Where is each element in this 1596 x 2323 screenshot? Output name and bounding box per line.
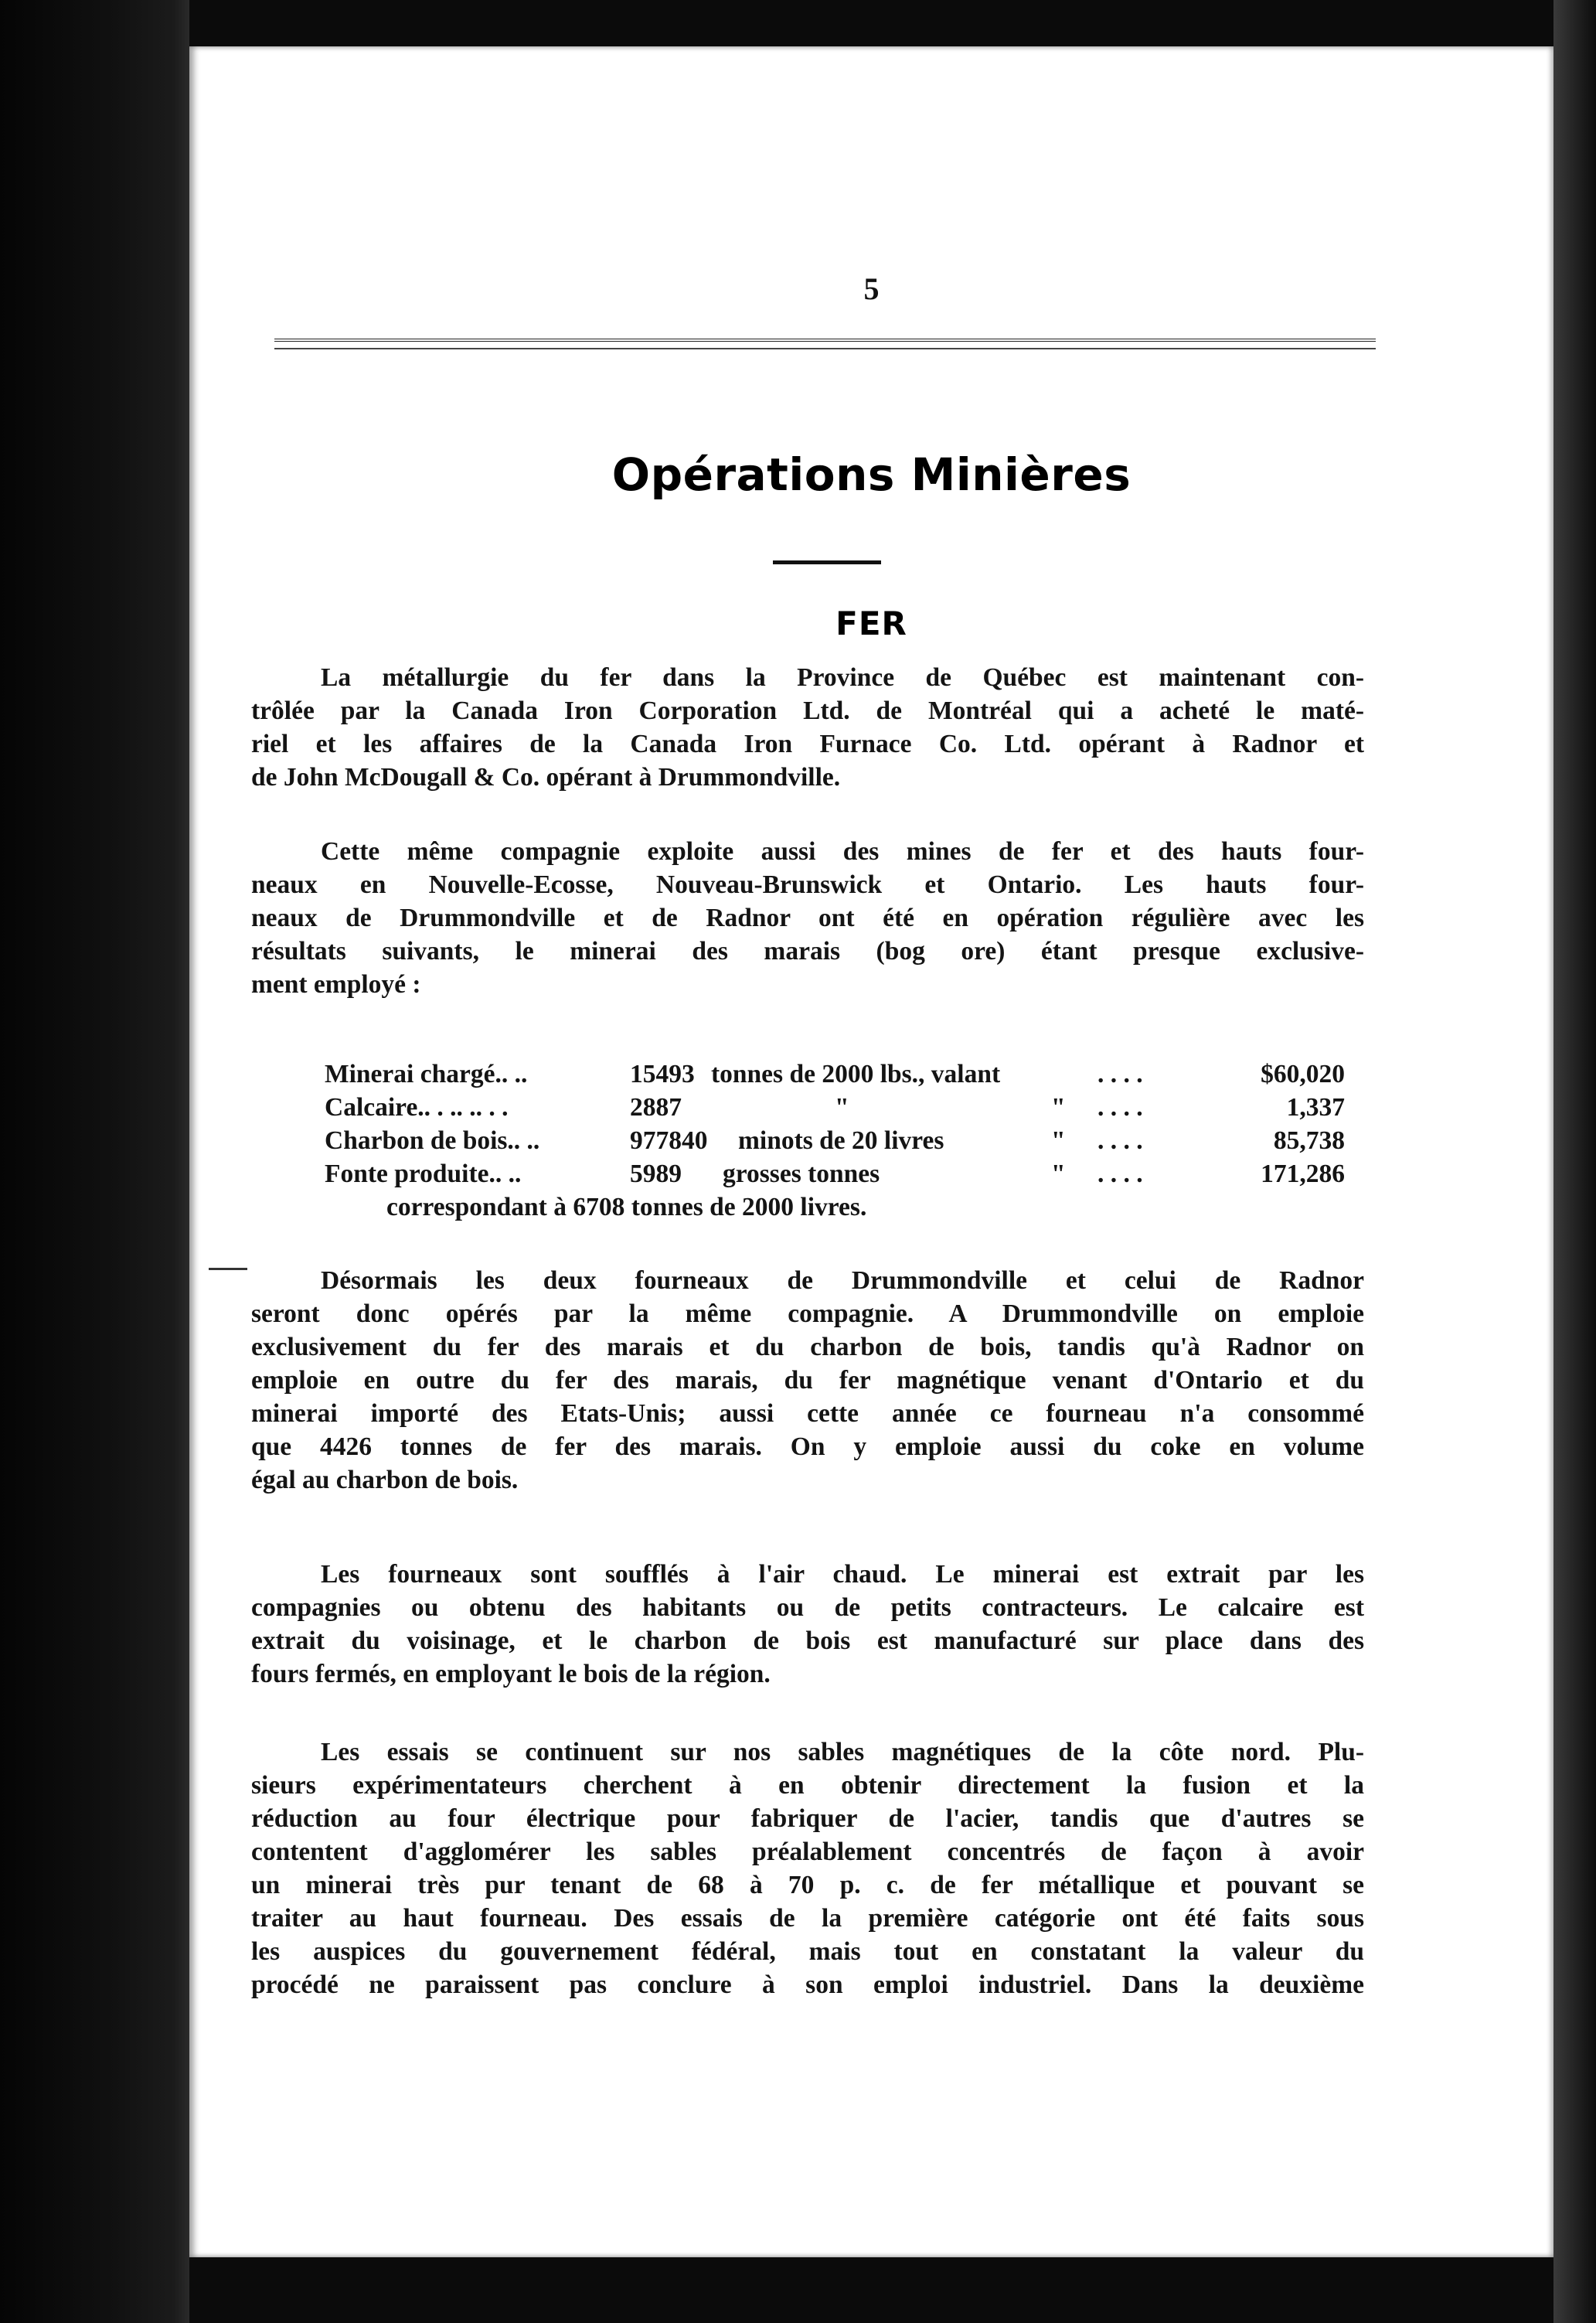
row-value: $60,020 [1261,1060,1345,1088]
row-unit: " [835,1093,849,1122]
paragraph-line: contentent d'agglomérer les sables préalablement concentrés de façon à avoir [251,1838,1364,1866]
paragraph-line: sieurs expérimentateurs cherchent à en obtenir directement la fusion et la [251,1771,1364,1800]
row-leader: . . . . [1097,1060,1143,1088]
row-quantity: 2887 [630,1093,682,1122]
paragraph-3 [251,1264,1364,1497]
table-row [325,1058,1345,1091]
paragraph-line: Désormais les deux fourneaux de Drummondville et celui de Radnor [321,1266,1364,1295]
row-label: Charbon de bois.. .. [325,1126,540,1155]
document-page [189,46,1553,2257]
row-leader: . . . . [1097,1160,1143,1188]
paragraph-line: de John McDougall & Co. opérant à Drummondville. [251,763,841,792]
title-divider [773,560,881,564]
row-label: Calcaire.. . .. .. . . [325,1093,509,1122]
row-quantity: 977840 [630,1126,708,1155]
paragraph-4 [251,1558,1364,1691]
paragraph-line: fours fermés, en employant le bois de la région. [251,1660,771,1688]
paragraph-line: seront donc opérés par la même compagnie. A Drummondville on emploie [251,1299,1364,1328]
paragraph-line: emploie en outre du fer des marais, du fer magnétique venant d'Ontario et du [251,1366,1364,1395]
paragraph-2 [251,835,1364,1001]
row-unit: tonnes de 2000 lbs., valant [711,1060,1001,1088]
paragraph-line: ment employé : [251,970,421,999]
paragraph-line: que 4426 tonnes de fer des marais. On y emploie aussi du coke en volume [251,1432,1364,1461]
margin-dash [209,1268,247,1270]
paragraph-line: La métallurgie du fer dans la Province de Québec est maintenant con- [321,663,1364,692]
paragraph-line: exclusivement du fer des marais et du charbon de bois, tandis qu'à Radnor on [251,1333,1364,1361]
row-value: 1,337 [1286,1093,1345,1122]
paragraph-line: compagnies ou obtenu des habitants ou de petits contracteurs. Le calcaire est [251,1593,1364,1622]
paragraph-line: traiter au haut fourneau. Des essais de la première catégorie ont été faits sous [251,1904,1364,1933]
paragraph-line: extrait du voisinage, et le charbon de bois est manufacturé sur place dans des [251,1626,1364,1655]
section-title: FER [835,605,907,642]
row-ditto: " [1051,1093,1066,1122]
paragraph-line: Cette même compagnie exploite aussi des mines de fer et des hauts four- [321,837,1364,866]
row-unit: minots de 20 livres [738,1126,944,1155]
table-row [325,1124,1345,1157]
row-leader: . . . . [1097,1093,1143,1122]
row-ditto: " [1051,1160,1066,1188]
page-title: Opérations Minières [611,448,1131,501]
paragraph-line: Les fourneaux sont soufflés à l'air chaud. Le minerai est extrait par les [321,1560,1364,1589]
row-leader: . . . . [1097,1126,1143,1155]
scan-left-margin [0,0,189,2323]
paragraph-5 [251,1735,1364,2001]
row-label: Minerai chargé.. .. [325,1060,528,1088]
paragraph-line: les auspices du gouvernement fédéral, mais tout en constatant la valeur du [251,1937,1364,1966]
paragraph-line: neaux en Nouvelle-Ecosse, Nouveau-Brunswick et Ontario. Les hauts four- [251,870,1364,899]
table-row [325,1157,1345,1190]
paragraph-line: procédé ne paraissent pas conclure à son emploi industriel. Dans la deuxième [251,1970,1364,1999]
paragraph-line: neaux de Drummondville et de Radnor ont été en opération régulière avec les [251,904,1364,932]
paragraph-line: résultats suivants, le minerai des marais (bog ore) étant presque exclusive- [251,937,1364,966]
paragraph-line: réduction au four électrique pour fabriquer de l'acier, tandis que d'autres se [251,1804,1364,1833]
paragraph-line: riel et les affaires de la Canada Iron Furnace Co. Ltd. opérant à Radnor et [251,730,1364,758]
paragraph-line: un minerai très pur tenant de 68 à 70 p. c. de fer métallique et pouvant se [251,1871,1364,1899]
table-note: correspondant à 6708 tonnes de 2000 livres. [386,1193,867,1221]
scan-right-margin [1553,0,1596,2323]
paragraph-line: minerai importé des Etats-Unis; aussi cette année ce fourneau n'a consommé [251,1399,1364,1428]
paragraph-1 [251,661,1364,794]
ore-table [325,1058,1345,1224]
paragraph-line: égal au charbon de bois. [251,1466,519,1494]
table-row [325,1091,1345,1124]
paragraph-line: trôlée par la Canada Iron Corporation Ltd. de Montréal qui a acheté le maté- [251,697,1364,725]
row-value: 85,738 [1273,1126,1345,1155]
header-rule [274,339,1376,345]
row-unit: grosses tonnes [723,1160,880,1188]
row-value: 171,286 [1261,1160,1345,1188]
paragraph-line: Les essais se continuent sur nos sables magnétiques de la côte nord. Plu- [321,1738,1364,1766]
row-quantity: 5989 [630,1160,682,1188]
row-quantity: 15493 [630,1060,695,1088]
row-ditto: " [1051,1126,1066,1155]
page-number: 5 [863,271,880,306]
row-label: Fonte produite.. .. [325,1160,522,1188]
